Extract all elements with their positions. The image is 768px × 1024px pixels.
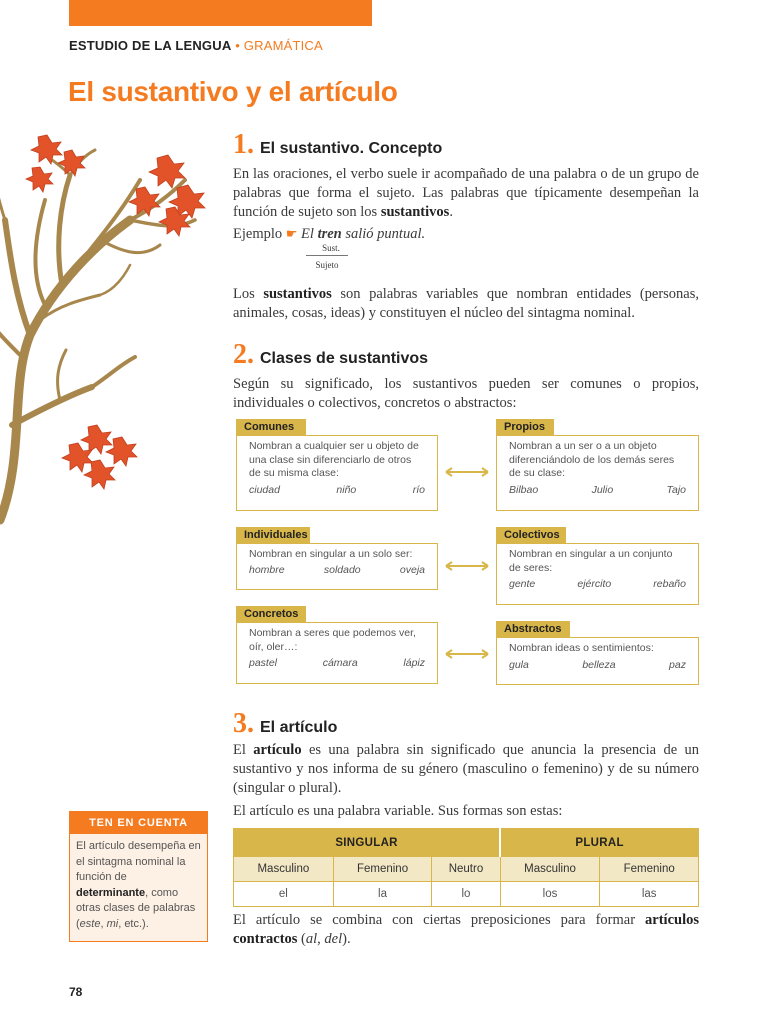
example-word: paz [669, 659, 686, 671]
example-word: soldado [323, 564, 361, 576]
class-box-concretos [236, 622, 438, 684]
table-cell: la [333, 882, 432, 907]
text-span: El artículo se combina con ciertas preposiciones para formar [233, 912, 646, 928]
example-word: belleza [582, 659, 616, 671]
section-3-title: El artículo [260, 719, 338, 736]
section-1-paragraph-2 [233, 285, 699, 323]
example-word: ciudad [249, 484, 280, 496]
example-noun: tren [317, 226, 342, 242]
column-header: Femenino [333, 857, 432, 882]
example-word: del [324, 931, 343, 947]
note-heading: TEN EN CUENTA [70, 812, 207, 834]
class-examples [497, 484, 698, 496]
text-span: , [317, 931, 325, 947]
text-span: , etc.). [118, 917, 149, 930]
section-2-heading [233, 339, 428, 371]
class-description: Nombran a seres que podemos ver, oír, oler…: [249, 627, 416, 653]
example-word: gente [509, 578, 536, 590]
text-span: En las oraciones, el verbo suele ir acompañado de una palabra o de un grupo de palabras que forma el sujeto. Las palabras que típicamente desempeñan la función de sujeto son los [233, 166, 699, 220]
double-arrow-icon [445, 467, 489, 477]
class-description: Nombran en singular a un conjunto de seres: [509, 548, 673, 574]
column-header: Neutro [432, 857, 500, 882]
example-word: ejército [577, 578, 612, 590]
header-separator: • [231, 38, 244, 53]
class-box-individuales [236, 543, 438, 590]
section-1-paragraph [233, 165, 699, 222]
keyword: artículos contractos [233, 912, 699, 947]
subject-underline [306, 255, 348, 256]
class-box-comunes [236, 435, 438, 511]
class-examples [237, 484, 437, 496]
column-header: Femenino [600, 857, 699, 882]
section-3-heading [233, 708, 337, 740]
class-description: Nombran a cualquier ser u objeto de una clase sin diferenciarlo de otros de su misma clase: [249, 440, 419, 479]
note-box [69, 811, 208, 942]
class-examples [497, 578, 698, 590]
example-word: Tajo [666, 484, 686, 496]
class-description: Nombran ideas o sentimientos: [509, 642, 654, 654]
class-examples [237, 564, 437, 576]
keyword: artículo [253, 742, 302, 758]
class-tag-concretos: Concretos [236, 606, 306, 622]
class-tag-propios: Propios [496, 419, 554, 435]
class-box-colectivos [496, 543, 699, 605]
text-span: son palabras variables que nombran entidades (personas, animales, cosas, ideas) y constituyen el núcleo del sintagma nominal. [233, 286, 700, 321]
group-header-singular: SINGULAR [234, 829, 501, 857]
example-word: Julio [591, 484, 614, 496]
double-arrow-icon [445, 649, 489, 659]
table-row [234, 882, 699, 907]
example-line [233, 226, 425, 243]
class-box-abstractos [496, 637, 699, 685]
text-span: ( [297, 931, 306, 947]
example-word: pastel [249, 657, 278, 669]
subject-tag: Sujeto [315, 260, 339, 270]
example-word: Bilbao [509, 484, 539, 496]
note-body [70, 834, 207, 932]
text-span: ). [342, 931, 351, 947]
example-word: rebaño [653, 578, 686, 590]
keyword: determinante [76, 886, 146, 899]
text-span: Los [233, 286, 264, 302]
section-2-paragraph: Según su significado, los sustantivos pueden ser comunes o propios, individuales o colectivos, concretos o abstractos: [233, 376, 699, 411]
section-header [69, 38, 323, 53]
article-forms-table [233, 828, 699, 907]
class-description: Nombran en singular a un solo ser: [249, 548, 413, 560]
section-3-paragraph [233, 741, 699, 798]
example-word: oveja [399, 564, 425, 576]
class-tag-abstractos: Abstractos [496, 621, 570, 637]
tree-illustration [0, 125, 215, 595]
section-2-title: Clases de sustantivos [260, 350, 429, 367]
class-box-propios [496, 435, 699, 511]
text-span: , como otras clases de palabras ( [76, 886, 196, 930]
example-pre: El [301, 226, 318, 242]
table-cell: las [600, 882, 699, 907]
header-section: ESTUDIO DE LA LENGUA [69, 38, 232, 53]
text-span: El [233, 742, 254, 758]
section-3-number: 3. [233, 708, 254, 739]
double-arrow-icon [445, 561, 489, 571]
example-post: salió puntual. [341, 226, 426, 242]
class-examples [237, 657, 437, 669]
page-title: El sustantivo y el artículo [68, 76, 398, 107]
class-description: Nombran a un ser o a un objeto diferenciándolo de los demás seres de su clase: [509, 440, 675, 479]
noun-tag: Sust. [322, 243, 340, 253]
pointing-hand-icon: ☛ [285, 227, 298, 242]
table-cell: lo [432, 882, 500, 907]
text-span: . [449, 204, 453, 220]
section-1-heading [233, 129, 442, 161]
example-word: niño [336, 484, 357, 496]
example-word: este [79, 917, 101, 930]
class-tag-colectivos: Colectivos [496, 527, 566, 543]
table-group-row [234, 829, 699, 857]
example-word: hombre [249, 564, 285, 576]
class-tag-comunes: Comunes [236, 419, 306, 435]
section-2-number: 2. [233, 339, 254, 370]
example-word: al [305, 931, 318, 947]
text-span: es una palabra sin significado que anuncia la presencia de un sustantivo y nos informa de su género (masculino o femenino) y de su número (singular o plural). [233, 742, 699, 796]
text-span: , [100, 917, 107, 930]
table-header-row [234, 857, 699, 882]
column-header: Masculino [500, 857, 600, 882]
example-word: lápiz [403, 657, 425, 669]
section-3-paragraph-3 [233, 911, 699, 949]
text-span: El artículo desempeña en el sintagma nominal la función de [76, 840, 201, 883]
top-accent-bar [69, 0, 372, 26]
example-word: río [412, 484, 425, 496]
section-1-title: El sustantivo. Concepto [260, 140, 443, 157]
section-1-number: 1. [233, 129, 254, 160]
example-word: cámara [322, 657, 358, 669]
header-subsection: GRAMÁTICA [243, 38, 323, 53]
example-word: gula [509, 659, 529, 671]
table-cell: el [234, 882, 334, 907]
column-header: Masculino [234, 857, 334, 882]
section-3-paragraph-2: El artículo es una palabra variable. Sus formas son estas: [233, 803, 563, 819]
example-label: Ejemplo [233, 226, 283, 242]
example-word: mi [106, 917, 119, 930]
keyword: sustantivos [263, 286, 332, 302]
group-header-plural: PLURAL [500, 829, 698, 857]
keyword: sustantivos [380, 204, 450, 220]
class-tag-individuales: Individuales [236, 527, 310, 543]
page-number: 78 [69, 985, 83, 999]
table-cell: los [500, 882, 600, 907]
class-examples [497, 659, 698, 671]
